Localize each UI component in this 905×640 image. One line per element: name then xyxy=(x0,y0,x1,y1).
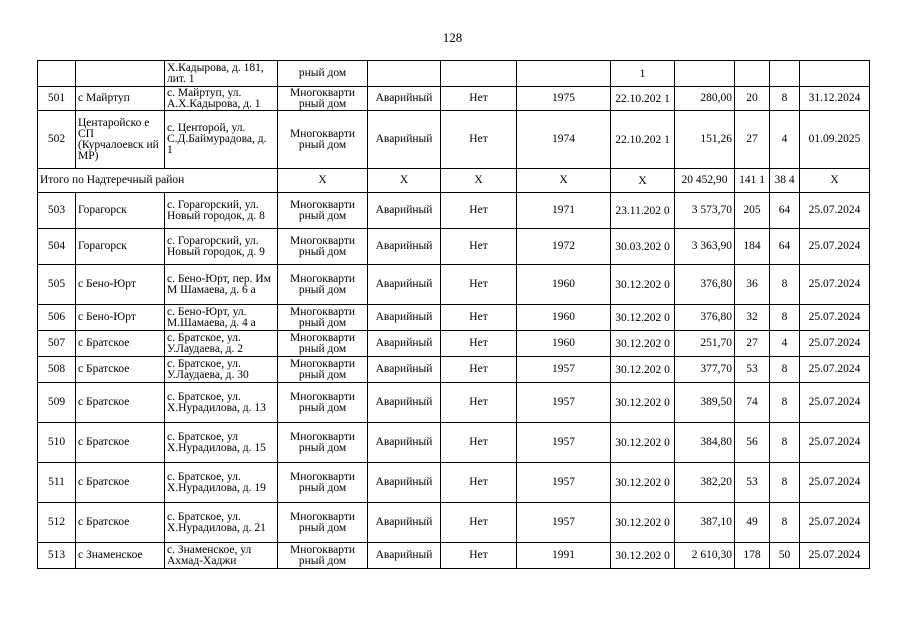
cell-area: 151,26 xyxy=(675,111,735,169)
table-row xyxy=(38,265,870,305)
total-date: Х xyxy=(611,169,675,193)
table-row xyxy=(38,383,870,423)
cell-address: с. Горагорский, ул. Новый городок, д. 9 xyxy=(165,229,278,265)
cell-num xyxy=(38,61,76,87)
cell-deadline: 25.07.2024 xyxy=(800,331,870,357)
total-flats: 38 4 xyxy=(770,169,800,193)
cell-locality: Центаройско е СП (Курчалоевск ий МР) xyxy=(76,111,165,169)
total-flag: Х xyxy=(441,169,517,193)
cell-type: Многокварти рный дом xyxy=(278,229,368,265)
cell-flag: Нет xyxy=(441,383,517,423)
total-label: Итого по Надтеречный район xyxy=(38,169,278,193)
cell-flag: Нет xyxy=(441,265,517,305)
cell-flats: 4 xyxy=(770,331,800,357)
table-row-continuation xyxy=(38,61,870,87)
cell-state xyxy=(368,61,441,87)
cell-flats: 8 xyxy=(770,357,800,383)
cell-people: 205 xyxy=(735,193,770,229)
cell-state: Аварийный xyxy=(368,111,441,169)
cell-locality: с Братское xyxy=(76,383,165,423)
cell-num: 506 xyxy=(38,305,76,331)
cell-flag: Нет xyxy=(441,229,517,265)
cell-address: с. Братское, ул. Х.Нурадилова, д. 21 xyxy=(165,503,278,543)
table-row xyxy=(38,357,870,383)
cell-flats: 8 xyxy=(770,423,800,463)
cell-year: 1960 xyxy=(517,331,611,357)
cell-area: 3 573,70 xyxy=(675,193,735,229)
cell-type: Многокварти рный дом xyxy=(278,193,368,229)
cell-deadline: 25.07.2024 xyxy=(800,193,870,229)
cell-year: 1957 xyxy=(517,463,611,503)
cell-deadline: 31.12.2024 xyxy=(800,87,870,111)
cell-deadline: 01.09.2025 xyxy=(800,111,870,169)
cell-num: 507 xyxy=(38,331,76,357)
cell-deadline: 25.07.2024 xyxy=(800,229,870,265)
cell-flats: 8 xyxy=(770,463,800,503)
cell-flag: Нет xyxy=(441,331,517,357)
cell-date: 30.12.202 0 xyxy=(611,503,675,543)
cell-type: Многокварти рный дом xyxy=(278,423,368,463)
cell-people: 20 xyxy=(735,87,770,111)
cell-locality: с Братское xyxy=(76,357,165,383)
table-row xyxy=(38,193,870,229)
cell-state: Аварийный xyxy=(368,463,441,503)
cell-state: Аварийный xyxy=(368,265,441,305)
cell-state: Аварийный xyxy=(368,423,441,463)
cell-area: 376,80 xyxy=(675,265,735,305)
cell-num: 501 xyxy=(38,87,76,111)
cell-state: Аварийный xyxy=(368,305,441,331)
cell-flag xyxy=(441,61,517,87)
total-type: Х xyxy=(278,169,368,193)
table-row xyxy=(38,305,870,331)
cell-address: с. Знаменское, ул Ахмад-Хаджи xyxy=(165,543,278,569)
cell-address: с. Горагорский, ул. Новый городок, д. 8 xyxy=(165,193,278,229)
cell-type: Многокварти рный дом xyxy=(278,503,368,543)
cell-people: 27 xyxy=(735,111,770,169)
housing-table xyxy=(37,60,870,569)
cell-area: 377,70 xyxy=(675,357,735,383)
cell-flats: 8 xyxy=(770,265,800,305)
cell-people: 184 xyxy=(735,229,770,265)
cell-date: 22.10.202 1 xyxy=(611,111,675,169)
cell-area: 384,80 xyxy=(675,423,735,463)
cell-area: 382,20 xyxy=(675,463,735,503)
cell-area: 387,10 xyxy=(675,503,735,543)
cell-flag: Нет xyxy=(441,111,517,169)
total-people: 141 1 xyxy=(735,169,770,193)
table-row xyxy=(38,87,870,111)
cell-address: Х.Кадырова, д. 181, лит. 1 xyxy=(165,61,278,87)
table-body xyxy=(38,61,870,569)
cell-date: 30.12.202 0 xyxy=(611,331,675,357)
cell-flats: 4 xyxy=(770,111,800,169)
cell-state: Аварийный xyxy=(368,229,441,265)
cell-num: 510 xyxy=(38,423,76,463)
cell-date: 30.12.202 0 xyxy=(611,543,675,569)
cell-area: 280,00 xyxy=(675,87,735,111)
cell-year: 1957 xyxy=(517,503,611,543)
cell-area: 2 610,30 xyxy=(675,543,735,569)
cell-address: с. Братское, ул Х.Нурадилова, д. 15 xyxy=(165,423,278,463)
cell-flag: Нет xyxy=(441,193,517,229)
cell-area: 3 363,90 xyxy=(675,229,735,265)
table-row-total xyxy=(38,169,870,193)
cell-locality: с Братское xyxy=(76,423,165,463)
cell-people: 49 xyxy=(735,503,770,543)
cell-deadline: 25.07.2024 xyxy=(800,463,870,503)
cell-address: с. Майртуп, ул. А.Х.Кадырова, д. 1 xyxy=(165,87,278,111)
cell-year: 1960 xyxy=(517,305,611,331)
cell-locality: с Братское xyxy=(76,331,165,357)
cell-type: Многокварти рный дом xyxy=(278,357,368,383)
cell-people: 53 xyxy=(735,463,770,503)
cell-flag: Нет xyxy=(441,305,517,331)
cell-people: 53 xyxy=(735,357,770,383)
cell-locality: с Майртуп xyxy=(76,87,165,111)
table-row xyxy=(38,423,870,463)
cell-state: Аварийный xyxy=(368,503,441,543)
cell-num: 512 xyxy=(38,503,76,543)
cell-flag: Нет xyxy=(441,423,517,463)
cell-flats: 8 xyxy=(770,383,800,423)
cell-num: 503 xyxy=(38,193,76,229)
total-year: Х xyxy=(517,169,611,193)
cell-date: 30.12.202 0 xyxy=(611,383,675,423)
cell-people: 27 xyxy=(735,331,770,357)
cell-people: 32 xyxy=(735,305,770,331)
cell-flag: Нет xyxy=(441,87,517,111)
total-area: 20 452,90 xyxy=(675,169,735,193)
cell-address: с. Бено-Юрт, пер. Им М Шамаева, д. 6 а xyxy=(165,265,278,305)
cell-year xyxy=(517,61,611,87)
cell-state: Аварийный xyxy=(368,383,441,423)
cell-type: Многокварти рный дом xyxy=(278,543,368,569)
cell-date: 30.12.202 0 xyxy=(611,305,675,331)
cell-flats: 64 xyxy=(770,193,800,229)
cell-deadline: 25.07.2024 xyxy=(800,503,870,543)
cell-date: 22.10.202 1 xyxy=(611,87,675,111)
cell-num: 511 xyxy=(38,463,76,503)
cell-date: 30.12.202 0 xyxy=(611,463,675,503)
table-row xyxy=(38,331,870,357)
cell-year: 1957 xyxy=(517,383,611,423)
cell-num: 504 xyxy=(38,229,76,265)
table-row xyxy=(38,463,870,503)
cell-num: 509 xyxy=(38,383,76,423)
cell-locality: с Бено-Юрт xyxy=(76,265,165,305)
cell-num: 508 xyxy=(38,357,76,383)
cell-flats: 8 xyxy=(770,503,800,543)
cell-type: Многокварти рный дом xyxy=(278,305,368,331)
cell-deadline: 25.07.2024 xyxy=(800,423,870,463)
cell-locality: Горагорск xyxy=(76,193,165,229)
cell-deadline: 25.07.2024 xyxy=(800,383,870,423)
cell-people: 36 xyxy=(735,265,770,305)
cell-date: 30.12.202 0 xyxy=(611,265,675,305)
cell-deadline: 25.07.2024 xyxy=(800,265,870,305)
cell-year: 1957 xyxy=(517,357,611,383)
cell-year: 1974 xyxy=(517,111,611,169)
cell-people: 74 xyxy=(735,383,770,423)
cell-year: 1991 xyxy=(517,543,611,569)
cell-flats: 64 xyxy=(770,229,800,265)
cell-state: Аварийный xyxy=(368,193,441,229)
cell-people: 178 xyxy=(735,543,770,569)
cell-flats: 50 xyxy=(770,543,800,569)
cell-people xyxy=(735,61,770,87)
table-row xyxy=(38,543,870,569)
cell-year: 1957 xyxy=(517,423,611,463)
cell-locality: с Бено-Юрт xyxy=(76,305,165,331)
cell-date: 23.11.202 0 xyxy=(611,193,675,229)
cell-type: Многокварти рный дом xyxy=(278,111,368,169)
cell-flats: 8 xyxy=(770,87,800,111)
cell-address: с. Братское, ул. Х.Нурадилова, д. 13 xyxy=(165,383,278,423)
table-row xyxy=(38,229,870,265)
cell-locality: с Братское xyxy=(76,463,165,503)
cell-address: с. Братское, ул. У.Лаудаева, д. 2 xyxy=(165,331,278,357)
cell-type: Многокварти рный дом xyxy=(278,463,368,503)
table-row xyxy=(38,111,870,169)
cell-address: с. Бено-Юрт, ул. М.Шамаева, д. 4 а xyxy=(165,305,278,331)
cell-num: 505 xyxy=(38,265,76,305)
cell-state: Аварийный xyxy=(368,331,441,357)
cell-date: 30.12.202 0 xyxy=(611,423,675,463)
cell-type: Многокварти рный дом xyxy=(278,87,368,111)
cell-locality: с Братское xyxy=(76,503,165,543)
cell-date: 30.03.202 0 xyxy=(611,229,675,265)
cell-flag: Нет xyxy=(441,357,517,383)
cell-num: 502 xyxy=(38,111,76,169)
page-number: 128 xyxy=(442,30,463,45)
cell-flats: 8 xyxy=(770,305,800,331)
cell-deadline: 25.07.2024 xyxy=(800,357,870,383)
cell-locality xyxy=(76,61,165,87)
cell-date: 30.12.202 0 xyxy=(611,357,675,383)
total-deadline: Х xyxy=(800,169,870,193)
cell-deadline: 25.07.2024 xyxy=(800,305,870,331)
cell-num: 513 xyxy=(38,543,76,569)
cell-state: Аварийный xyxy=(368,87,441,111)
cell-type: Многокварти рный дом xyxy=(278,265,368,305)
table-row xyxy=(38,503,870,543)
cell-deadline: 25.07.2024 xyxy=(800,543,870,569)
cell-address: с. Центорой, ул. С.Д.Баймурадова, д. 1 xyxy=(165,111,278,169)
cell-deadline xyxy=(800,61,870,87)
cell-address: с. Братское, ул. Х.Нурадилова, д. 19 xyxy=(165,463,278,503)
cell-type: Многокварти рный дом xyxy=(278,383,368,423)
cell-address: с. Братское, ул. У.Лаудаева, д. 30 xyxy=(165,357,278,383)
cell-area: 389,50 xyxy=(675,383,735,423)
cell-flats xyxy=(770,61,800,87)
cell-area: 376,80 xyxy=(675,305,735,331)
cell-type: рный дом xyxy=(278,61,368,87)
cell-year: 1972 xyxy=(517,229,611,265)
cell-state: Аварийный xyxy=(368,543,441,569)
total-state: Х xyxy=(368,169,441,193)
cell-flag: Нет xyxy=(441,463,517,503)
cell-date: 1 xyxy=(611,61,675,87)
cell-locality: с Знаменское xyxy=(76,543,165,569)
cell-flag: Нет xyxy=(441,503,517,543)
cell-area: 251,70 xyxy=(675,331,735,357)
cell-state: Аварийный xyxy=(368,357,441,383)
cell-year: 1971 xyxy=(517,193,611,229)
cell-locality: Горагорск xyxy=(76,229,165,265)
cell-people: 56 xyxy=(735,423,770,463)
cell-flag: Нет xyxy=(441,543,517,569)
cell-area xyxy=(675,61,735,87)
cell-year: 1975 xyxy=(517,87,611,111)
cell-type: Многокварти рный дом xyxy=(278,331,368,357)
cell-year: 1960 xyxy=(517,265,611,305)
